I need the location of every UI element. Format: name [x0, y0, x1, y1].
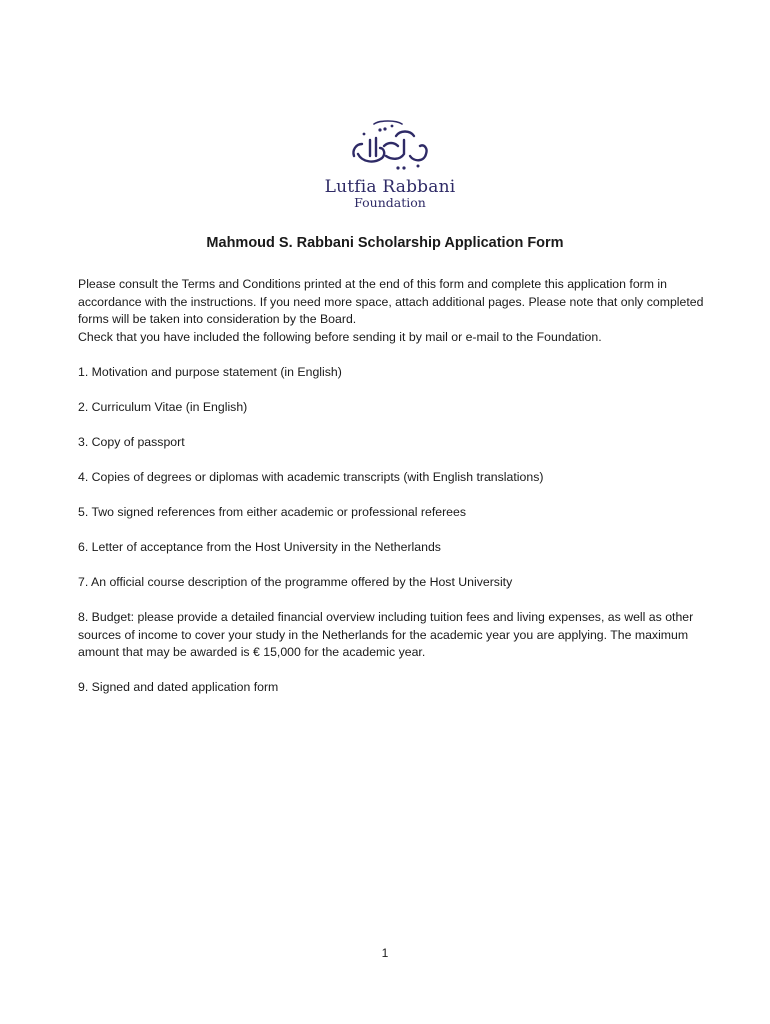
checklist-item: 3. Copy of passport — [78, 435, 185, 449]
arabic-calligraphy-logo-icon — [340, 116, 440, 176]
logo-subtitle: Foundation — [354, 195, 426, 210]
checklist-item: 5. Two signed references from either academic or professional referees — [78, 505, 467, 519]
logo-name: Lutfia Rabbani — [324, 177, 456, 197]
intro-paragraph — [78, 276, 706, 346]
checklist-item: 8. Budget: please provide a detailed financial overview including tuition fees and living expenses, as well as other sources of income to cover your study in the Netherlands for the academic year you are applying. The maximum amount that may be awarded is € 15,000 for the academic year. — [78, 610, 694, 659]
checklist-item: 9. Signed and dated application form — [78, 680, 279, 694]
checklist-lead: Check that you have included the following before sending it by mail or e-mail to the Foundation. — [78, 329, 602, 344]
intro-text: Please consult the Terms and Conditions printed at the end of this form and complete this application form in accordance with the instructions. If you need more space, attach additional pages. Please note that only completed forms will be taken into consideration by the Board. — [78, 277, 704, 326]
checklist-item: 1. Motivation and purpose statement (in English) — [78, 365, 342, 379]
page-title: Mahmoud S. Rabbani Scholarship Application Form — [206, 235, 564, 251]
checklist-item: 4. Copies of degrees or diplomas with academic transcripts (with English translations) — [78, 470, 544, 484]
page-number: 1 — [381, 946, 389, 960]
checklist-item: 6. Letter of acceptance from the Host University in the Netherlands — [78, 540, 441, 554]
checklist-item: 2. Curriculum Vitae (in English) — [78, 400, 248, 414]
foundation-logo — [320, 116, 460, 216]
checklist-item: 7. An official course description of the programme offered by the Host University — [78, 575, 513, 589]
form-instructions — [78, 276, 706, 714]
